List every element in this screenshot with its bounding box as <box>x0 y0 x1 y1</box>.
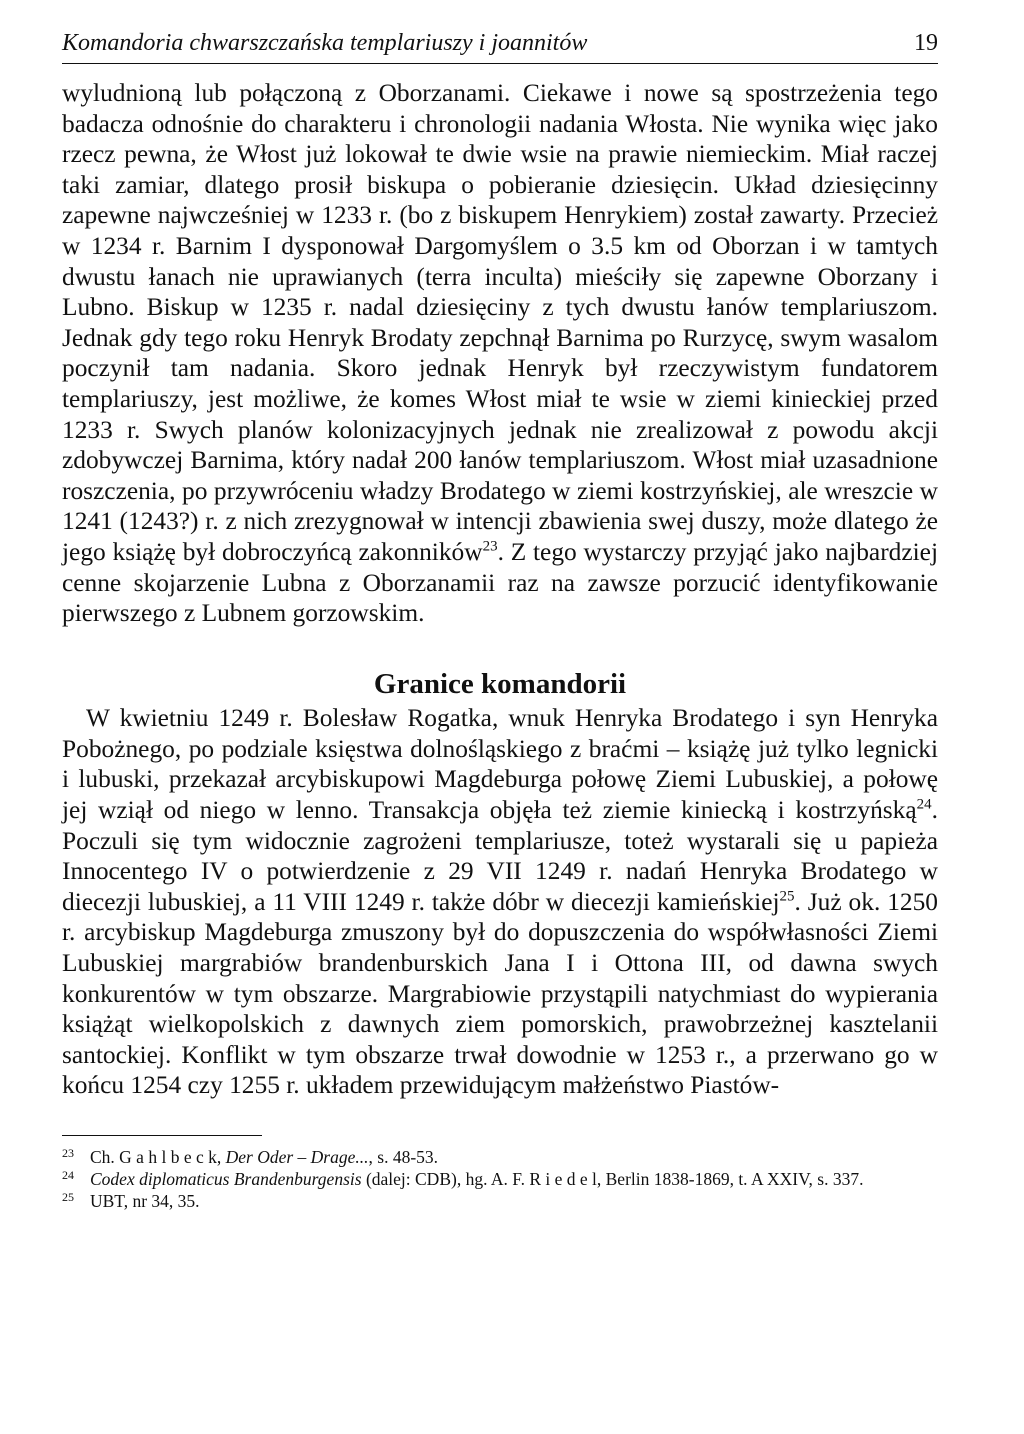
footnote-mark: 24 <box>62 1168 74 1182</box>
paragraph-2-text-mid: . Poczuli się tym widocznie zagrożeni templariusze, toteż wystarali się u papieża Innocentego IV o potwierdzenie z 29 VII 1249 r. nadań Henryka Brodatego w diecezji lubuskiej, a 11 VIII 1249 r. także dóbr w diecezji kamieńskiej <box>62 796 938 916</box>
body-text <box>62 78 938 1101</box>
footnote-23 <box>62 1146 938 1168</box>
footnote-ref-25: 25 <box>779 888 795 905</box>
paragraph-1-text: wyludnioną lub połączoną z Oborzanami. Ciekawe i nowe są spostrzeżenia tego badacza odnośnie do charakteru i chronologii nadania Włosta. Nie wynika więc jako rzecz pewna, że Włost już lokował te dwie wsie na prawie niemieckim. Miał raczej taki zamiar, dlatego prosił biskupa o pobieranie dziesięcin. Układ dziesięcinny zapewne najwcześniej w 1233 r. (bo z biskupem Henrykiem) został zawarty. Przecież w 1234 r. Barnim I dysponował Dargomyślem o 3.5 km od Oborzan i w tamtych dwustu łanach nie uprawianych (terra inculta) mieściły się zapewne Oborzany i Lubno. Biskup w 1235 r. nadal dziesięciny z tych dwustu łanów templariuszom. Jednak gdy tego roku Henryk Brodaty zepchnął Barnima po Rurzycę, swym wasalom poczynił tam nadania. Skoro jednak Henryk był rzeczywistym fundatorem templariuszy, jest możliwe, że komes Włost miał te wsie w ziemi kinieckiej przed 1233 r. Swych planów kolonizacyjnych jednak nie zrealizował z powodu akcji zdobywczej Barnima, który nadał 200 łanów templariuszom. Włost miał uzasadnione roszczenia, po przywróceniu władzy Brodatego w ziemi kostrzyńskiej, ale wreszcie w 1241 (1243?) r. z nich zrezygnował w intencji zbawienia swej duszy, może dlatego że jego książę był dobroczyńcą zakonników <box>62 79 938 566</box>
running-title: Komandoria chwarszczańska templariuszy i joannitów <box>62 30 588 56</box>
page-number: 19 <box>914 30 938 56</box>
paragraph-2-text-end: . Już ok. 1250 r. arcybiskup Magdeburga zmuszony był do dopuszczenia do współwłasności Ziemi Lubuskiej margrabiów brandenburskich Jana I i Ottona III, od dawna swych konkurentów w tym obszarze. Margrabiowie przystąpili natychmiast do wypierania książąt wielkopolskich z dawnych ziem pomorskich, prawobrzeżnej kasztelanii santockiej. Konflikt w tym obszarze trwał dowodnie w 1253 r., a przerwano go w końcu 1254 czy 1255 r. układem przewidującym małżeństwo Piastów- <box>62 887 938 1100</box>
paragraph-1 <box>62 78 938 629</box>
footnote-ref-23: 23 <box>482 538 498 555</box>
footnote-separator <box>62 1135 262 1136</box>
footnotes <box>62 1146 938 1212</box>
running-header <box>62 30 938 64</box>
paragraph-2-text: W kwietniu 1249 r. Bolesław Rogatka, wnuk Henryka Brodatego i syn Henryka Pobożnego, po podziale księstwa dolnośląskiego z braćmi – książę już tylko legnicki i lubuski, przekazał arcybiskupowi Magdeburga połowę Ziemi Lubuskiej, a połowę jej wziął od niego w lenno. Transakcja objęła też ziemie kiniecką i kostrzyńską <box>62 704 938 825</box>
footnote-text: Codex diplomaticus Brandenburgensis (dalej: CDB), hg. A. F. R i e d e l, Berlin 1838-1869, t. A XXIV, s. 337. <box>90 1169 864 1189</box>
footnote-text: Ch. G a h l b e c k, Der Oder – Drage..., s. 48-53. <box>90 1147 439 1167</box>
footnote-mark: 23 <box>62 1146 74 1160</box>
footnote-24 <box>62 1168 938 1190</box>
section-title: Granice komandorii <box>373 667 627 700</box>
footnote-mark: 25 <box>62 1190 74 1204</box>
footnote-ref-24: 24 <box>916 796 932 813</box>
paragraph-1-text-end: . Z tego wystarczy przyjąć jako najbardziej cenne skojarzenie Lubna z Oborzanamii raz na zawsze porzucić identyfikowanie pierwszego z Lubnem gorzowskim. <box>62 537 938 628</box>
paragraph-2 <box>62 703 938 1101</box>
page <box>62 30 938 1212</box>
footnote-25 <box>62 1190 938 1212</box>
footnote-text: UBT, nr 34, 35. <box>90 1191 200 1211</box>
